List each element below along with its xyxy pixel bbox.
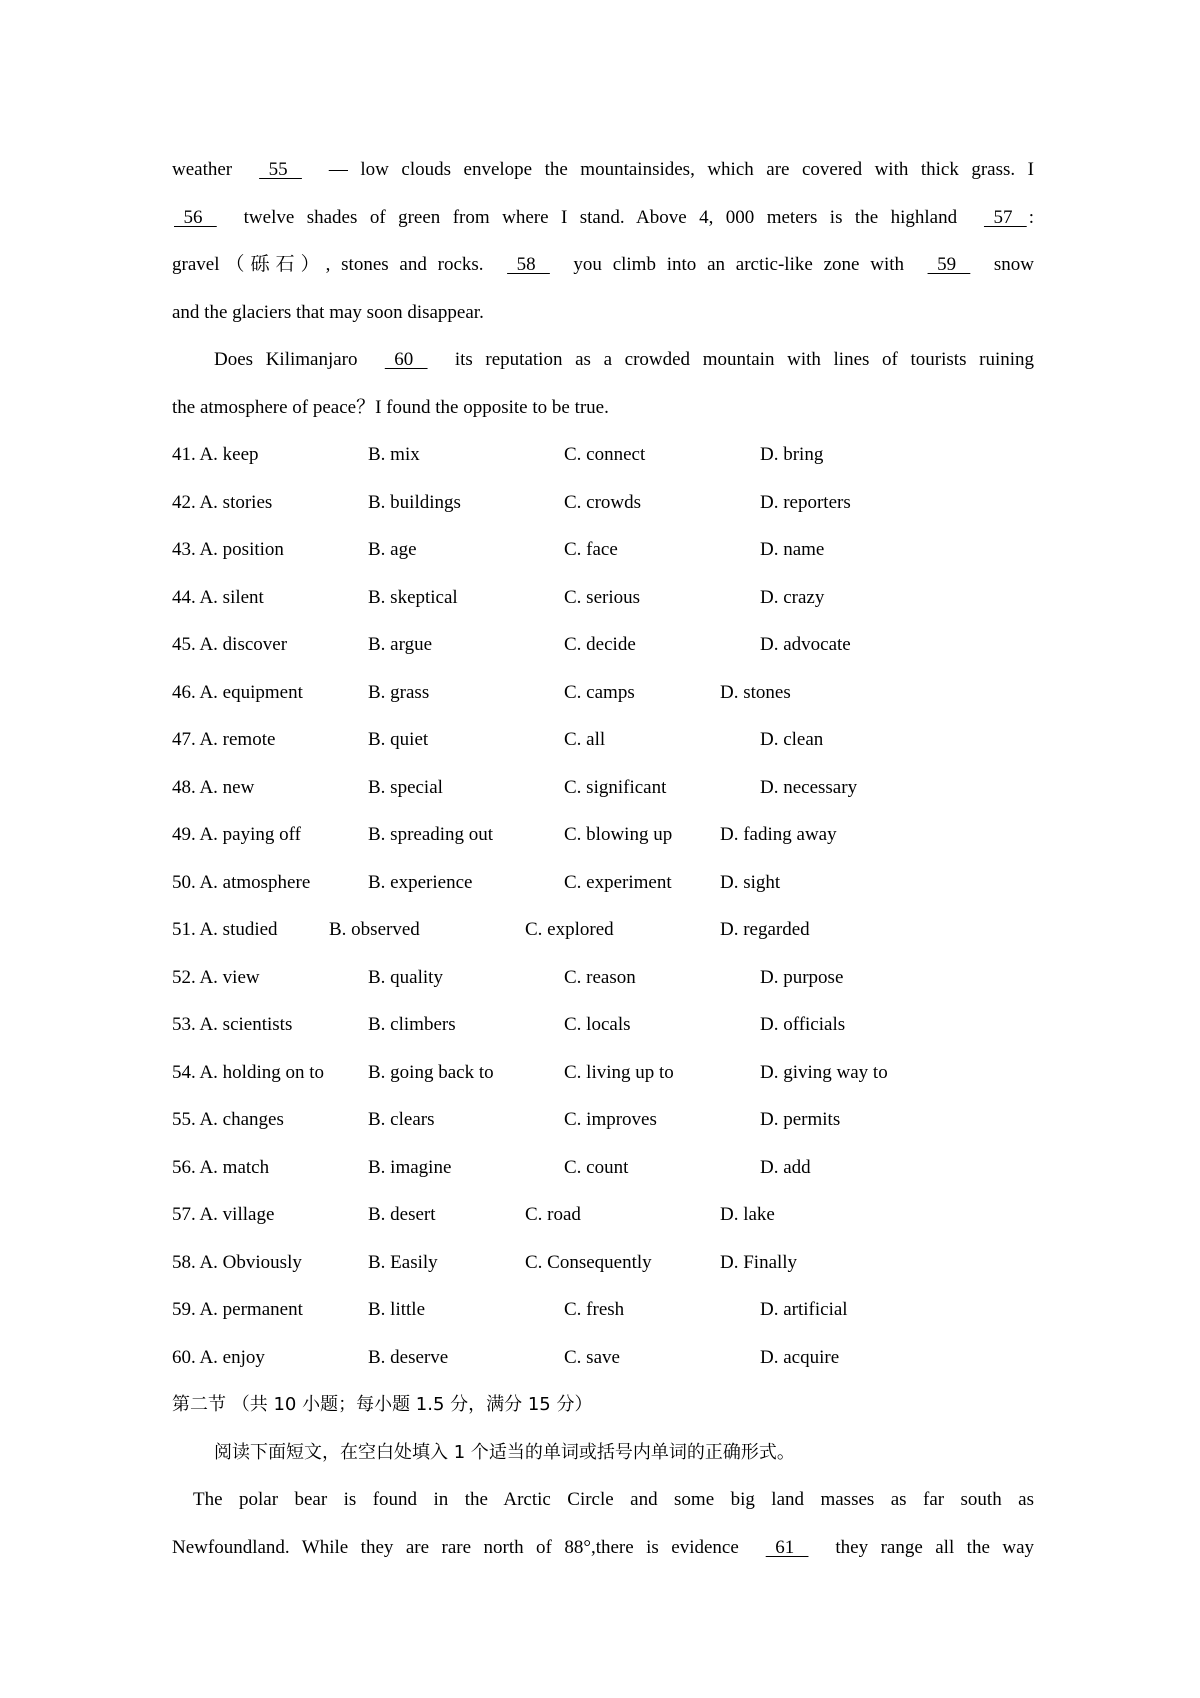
option-b[interactable]: B. special	[368, 776, 443, 798]
option-c[interactable]: C. explored	[525, 919, 614, 940]
option-d[interactable]: D. lake	[720, 1204, 775, 1225]
option-d[interactable]: D. Finally	[720, 1251, 798, 1273]
option-b[interactable]: B. quiet	[368, 729, 429, 750]
passage-line: The polar bear is found in the Arctic Circle and some big land masses as far south as	[193, 1489, 1034, 1510]
blank-60[interactable]: 60	[384, 349, 428, 370]
option-c[interactable]: C. save	[564, 1346, 620, 1368]
option-c[interactable]: C. serious	[564, 586, 640, 608]
option-a[interactable]: 43. A. position	[172, 539, 284, 560]
option-b[interactable]: B. observed	[329, 919, 420, 940]
option-row	[172, 574, 1034, 622]
option-row	[172, 431, 1034, 479]
option-row	[172, 526, 1034, 574]
option-b[interactable]: B. little	[368, 1299, 425, 1320]
option-a[interactable]: 49. A. paying off	[172, 824, 301, 845]
option-b[interactable]: B. Easily	[368, 1251, 438, 1273]
option-b[interactable]: B. argue	[368, 634, 433, 655]
option-d[interactable]: D. giving way to	[760, 1061, 888, 1083]
option-d[interactable]: D. permits	[760, 1109, 841, 1130]
blank-55[interactable]: 55	[259, 159, 302, 180]
options-list	[172, 431, 1034, 1381]
option-b[interactable]: B. mix	[368, 444, 420, 465]
option-c[interactable]: C. reason	[564, 966, 636, 988]
option-c[interactable]: C. road	[525, 1204, 581, 1225]
option-b[interactable]: B. skeptical	[368, 586, 458, 608]
option-d[interactable]: D. purpose	[760, 966, 844, 988]
option-b[interactable]: B. imagine	[368, 1156, 452, 1178]
option-row	[172, 1096, 1034, 1144]
option-row	[172, 621, 1034, 669]
option-row	[172, 1001, 1034, 1049]
option-b[interactable]: B. age	[368, 539, 417, 560]
grammar-passage	[172, 1476, 1034, 1571]
option-a[interactable]: 41. A. keep	[172, 444, 259, 465]
option-b[interactable]: B. buildings	[368, 491, 461, 513]
option-row	[172, 1191, 1034, 1239]
option-a[interactable]: 54. A. holding on to	[172, 1061, 325, 1083]
option-c[interactable]: C. living up to	[564, 1061, 674, 1083]
option-c[interactable]: C. all	[564, 729, 606, 750]
section-instruction: 阅读下面短文，在空白处填入 1 个适当的单词或括号内单词的正确形式。	[214, 1441, 795, 1463]
option-a[interactable]: 52. A. view	[172, 966, 260, 988]
option-b[interactable]: B. climbers	[368, 1014, 456, 1035]
option-d[interactable]: D. necessary	[760, 776, 858, 798]
option-a[interactable]: 53. A. scientists	[172, 1014, 293, 1035]
option-c[interactable]: C. fresh	[564, 1299, 625, 1320]
passage-line: 56 twelve shades of green from where I stand. Above 4, 000 meters is the highland 57 :	[172, 194, 1034, 242]
option-row	[172, 479, 1034, 527]
option-a[interactable]: 42. A. stories	[172, 491, 273, 513]
passage-line: Does Kilimanjaro 60 its reputation as a crowded mountain with lines of tourists ruining	[172, 336, 1034, 384]
option-row	[172, 1144, 1034, 1192]
option-row	[172, 811, 1034, 859]
option-row	[172, 1286, 1034, 1334]
blank-59[interactable]: 59	[927, 254, 971, 275]
option-row	[172, 906, 1034, 954]
option-a[interactable]: 55. A. changes	[172, 1109, 284, 1130]
option-c[interactable]: C. connect	[564, 444, 646, 465]
option-d[interactable]: D. add	[760, 1156, 811, 1178]
option-row	[172, 669, 1034, 717]
option-b[interactable]: B. experience	[368, 871, 473, 893]
option-d[interactable]: D. artificial	[760, 1299, 848, 1320]
option-row	[172, 954, 1034, 1002]
option-c[interactable]: C. decide	[564, 634, 636, 655]
option-d[interactable]: D. acquire	[760, 1346, 840, 1368]
option-row	[172, 1049, 1034, 1097]
option-c[interactable]: C. camps	[564, 681, 635, 703]
option-row	[172, 716, 1034, 764]
blank-57[interactable]: 57	[983, 206, 1027, 228]
blank-56[interactable]: 56	[174, 206, 217, 228]
option-b[interactable]: B. desert	[368, 1204, 436, 1225]
option-a[interactable]: 48. A. new	[172, 776, 255, 798]
option-d[interactable]: D. fading away	[720, 824, 837, 845]
option-row	[172, 764, 1034, 812]
blank-61[interactable]: 61	[765, 1536, 809, 1558]
option-a[interactable]: 59. A. permanent	[172, 1299, 303, 1320]
option-c[interactable]: C. count	[564, 1156, 629, 1178]
option-d[interactable]: D. regarded	[720, 919, 810, 940]
option-a[interactable]: 51. A. studied	[172, 919, 278, 940]
option-a[interactable]: 56. A. match	[172, 1156, 270, 1178]
option-d[interactable]: D. bring	[760, 444, 824, 465]
option-a[interactable]: 45. A. discover	[172, 634, 288, 655]
option-a[interactable]: 58. A. Obviously	[172, 1251, 302, 1273]
blank-58[interactable]: 58	[507, 254, 550, 275]
passage-line: gravel（砾石）, stones and rocks. 58 you climb into an arctic-like zone with 59 snow	[172, 241, 1034, 289]
option-d[interactable]: D. reporters	[760, 491, 851, 513]
option-a[interactable]: 47. A. remote	[172, 729, 276, 750]
option-d[interactable]: D. sight	[720, 871, 781, 893]
option-c[interactable]: C. significant	[564, 776, 667, 798]
option-c[interactable]: C. Consequently	[525, 1251, 652, 1273]
option-b[interactable]: B. spreading out	[368, 824, 494, 845]
option-b[interactable]: B. clears	[368, 1109, 435, 1130]
option-d[interactable]: D. officials	[760, 1014, 846, 1035]
option-c[interactable]: C. improves	[564, 1109, 657, 1130]
option-row	[172, 1239, 1034, 1287]
section-heading: 第二节 （共 10 小题；每小题 1.5 分，满分 15 分）	[172, 1394, 593, 1415]
option-c[interactable]: C. blowing up	[564, 824, 673, 845]
option-c[interactable]: C. locals	[564, 1014, 631, 1035]
option-c[interactable]: C. face	[564, 539, 618, 560]
option-b[interactable]: B. deserve	[368, 1346, 449, 1368]
option-d[interactable]: D. advocate	[760, 634, 851, 655]
option-d[interactable]: D. clean	[760, 729, 824, 750]
passage-line: and the glaciers that may soon disappear.	[172, 301, 484, 323]
exam-page	[172, 146, 1034, 1571]
option-a[interactable]: 50. A. atmosphere	[172, 871, 311, 893]
option-row	[172, 859, 1034, 907]
option-b[interactable]: B. quality	[368, 966, 443, 988]
passage-line: weather 55 — low clouds envelope the mountainsides, which are covered with thick grass. I	[172, 146, 1034, 194]
option-d[interactable]: D. stones	[720, 681, 791, 703]
option-b[interactable]: B. grass	[368, 681, 430, 703]
option-row	[172, 1334, 1034, 1382]
option-d[interactable]: D. crazy	[760, 586, 825, 608]
passage-line: Newfoundland. While they are rare north of 88°,there is evidence 61 they range all the way	[172, 1524, 1034, 1572]
passage-line: the atmosphere of peace？I found the opposite to be true.	[172, 396, 609, 418]
option-a[interactable]: 60. A. enjoy	[172, 1346, 265, 1368]
option-a[interactable]: 46. A. equipment	[172, 681, 303, 703]
reading-passage	[172, 146, 1034, 431]
option-a[interactable]: 44. A. silent	[172, 586, 264, 608]
option-c[interactable]: C. crowds	[564, 491, 642, 513]
option-c[interactable]: C. experiment	[564, 871, 672, 893]
option-b[interactable]: B. going back to	[368, 1061, 494, 1083]
option-a[interactable]: 57. A. village	[172, 1204, 275, 1225]
option-d[interactable]: D. name	[760, 539, 825, 560]
